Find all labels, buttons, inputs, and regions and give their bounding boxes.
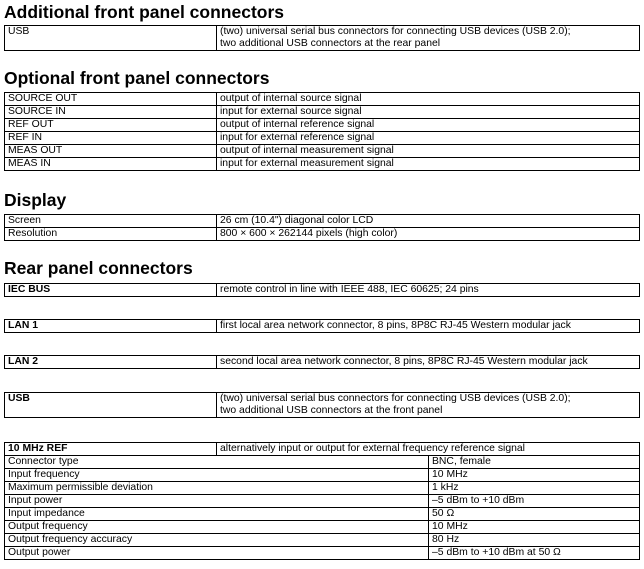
- row-label: Input frequency: [5, 469, 429, 482]
- row-label: LAN 2: [5, 356, 217, 369]
- table-row: [5, 132, 640, 145]
- table-row: [5, 145, 640, 158]
- row-value: [217, 26, 640, 51]
- row-label: MEAS OUT: [5, 145, 217, 158]
- row-value: output of internal source signal: [217, 93, 640, 106]
- value-line: two additional USB connectors at the front panel: [220, 405, 443, 416]
- row-value: 10 MHz: [429, 521, 640, 534]
- table-row: [5, 158, 640, 171]
- table-row: [5, 521, 640, 534]
- row-value: 1 kHz: [429, 482, 640, 495]
- row-value: 80 Hz: [429, 534, 640, 547]
- table-row: [5, 93, 640, 106]
- table-row: [5, 534, 640, 547]
- row-label: LAN 1: [5, 320, 217, 333]
- heading-rear-panel: Rear panel connectors: [4, 258, 193, 278]
- table-display: [4, 214, 640, 241]
- table-row: [5, 443, 640, 456]
- table-lan-2: [4, 355, 640, 369]
- row-label: MEAS IN: [5, 158, 217, 171]
- table-row: [5, 469, 640, 482]
- table-10mhz-ref: [4, 442, 640, 560]
- row-value: –5 dBm to +10 dBm at 50 Ω: [429, 547, 640, 560]
- row-value: first local area network connector, 8 pins, 8P8C RJ-45 Western modular jack: [217, 320, 640, 333]
- row-label: Output power: [5, 547, 429, 560]
- heading-optional-front-panel: Optional front panel connectors: [4, 68, 270, 88]
- row-label: Input power: [5, 495, 429, 508]
- table-lan-1: [4, 319, 640, 333]
- row-label: SOURCE OUT: [5, 93, 217, 106]
- table-row: [5, 106, 640, 119]
- table-row: [5, 495, 640, 508]
- table-row: [5, 356, 640, 369]
- heading-display: Display: [4, 190, 67, 210]
- heading-additional-front-panel: Additional front panel connectors: [4, 2, 285, 22]
- row-label: Resolution: [5, 228, 217, 241]
- row-label: Output frequency accuracy: [5, 534, 429, 547]
- row-value: input for external measurement signal: [217, 158, 640, 171]
- table-iec-bus: [4, 283, 640, 297]
- value-line: (two) universal serial bus connectors for connecting USB devices (USB 2.0);: [220, 393, 571, 404]
- table-row: [5, 26, 640, 51]
- row-value: second local area network connector, 8 pins, 8P8C RJ-45 Western modular jack: [217, 356, 640, 369]
- table-row: [5, 320, 640, 333]
- row-label: Input impedance: [5, 508, 429, 521]
- row-value: 10 MHz: [429, 469, 640, 482]
- row-value: BNC, female: [429, 456, 640, 469]
- value-line: (two) universal serial bus connectors for connecting USB devices (USB 2.0);: [220, 26, 571, 37]
- table-rear-usb: [4, 392, 640, 418]
- row-value: 26 cm (10.4") diagonal color LCD: [217, 215, 640, 228]
- row-value: output of internal measurement signal: [217, 145, 640, 158]
- row-label: USB: [5, 393, 217, 418]
- table-row: [5, 508, 640, 521]
- table-row: [5, 228, 640, 241]
- row-label: IEC BUS: [5, 284, 217, 297]
- table-additional-front: [4, 25, 640, 51]
- row-label: REF IN: [5, 132, 217, 145]
- row-label: REF OUT: [5, 119, 217, 132]
- row-value: remote control in line with IEEE 488, IEC 60625; 24 pins: [217, 284, 640, 297]
- table-row: [5, 284, 640, 297]
- row-label: Maximum permissible deviation: [5, 482, 429, 495]
- table-row: [5, 215, 640, 228]
- row-label: Screen: [5, 215, 217, 228]
- value-line: two additional USB connectors at the rear panel: [220, 38, 441, 49]
- row-value: alternatively input or output for external frequency reference signal: [217, 443, 640, 456]
- table-row: [5, 547, 640, 560]
- row-label: USB: [5, 26, 217, 51]
- table-row: [5, 456, 640, 469]
- table-optional-front: [4, 92, 640, 171]
- row-label: SOURCE IN: [5, 106, 217, 119]
- table-row: [5, 393, 640, 418]
- table-row: [5, 482, 640, 495]
- row-value: 50 Ω: [429, 508, 640, 521]
- row-value: input for external reference signal: [217, 132, 640, 145]
- row-label: Connector type: [5, 456, 429, 469]
- row-value: output of internal reference signal: [217, 119, 640, 132]
- row-label: Output frequency: [5, 521, 429, 534]
- row-value: [217, 393, 640, 418]
- row-value: 800 × 600 × 262144 pixels (high color): [217, 228, 640, 241]
- row-value: –5 dBm to +10 dBm: [429, 495, 640, 508]
- row-value: input for external source signal: [217, 106, 640, 119]
- table-row: [5, 119, 640, 132]
- row-label: 10 MHz REF: [5, 443, 217, 456]
